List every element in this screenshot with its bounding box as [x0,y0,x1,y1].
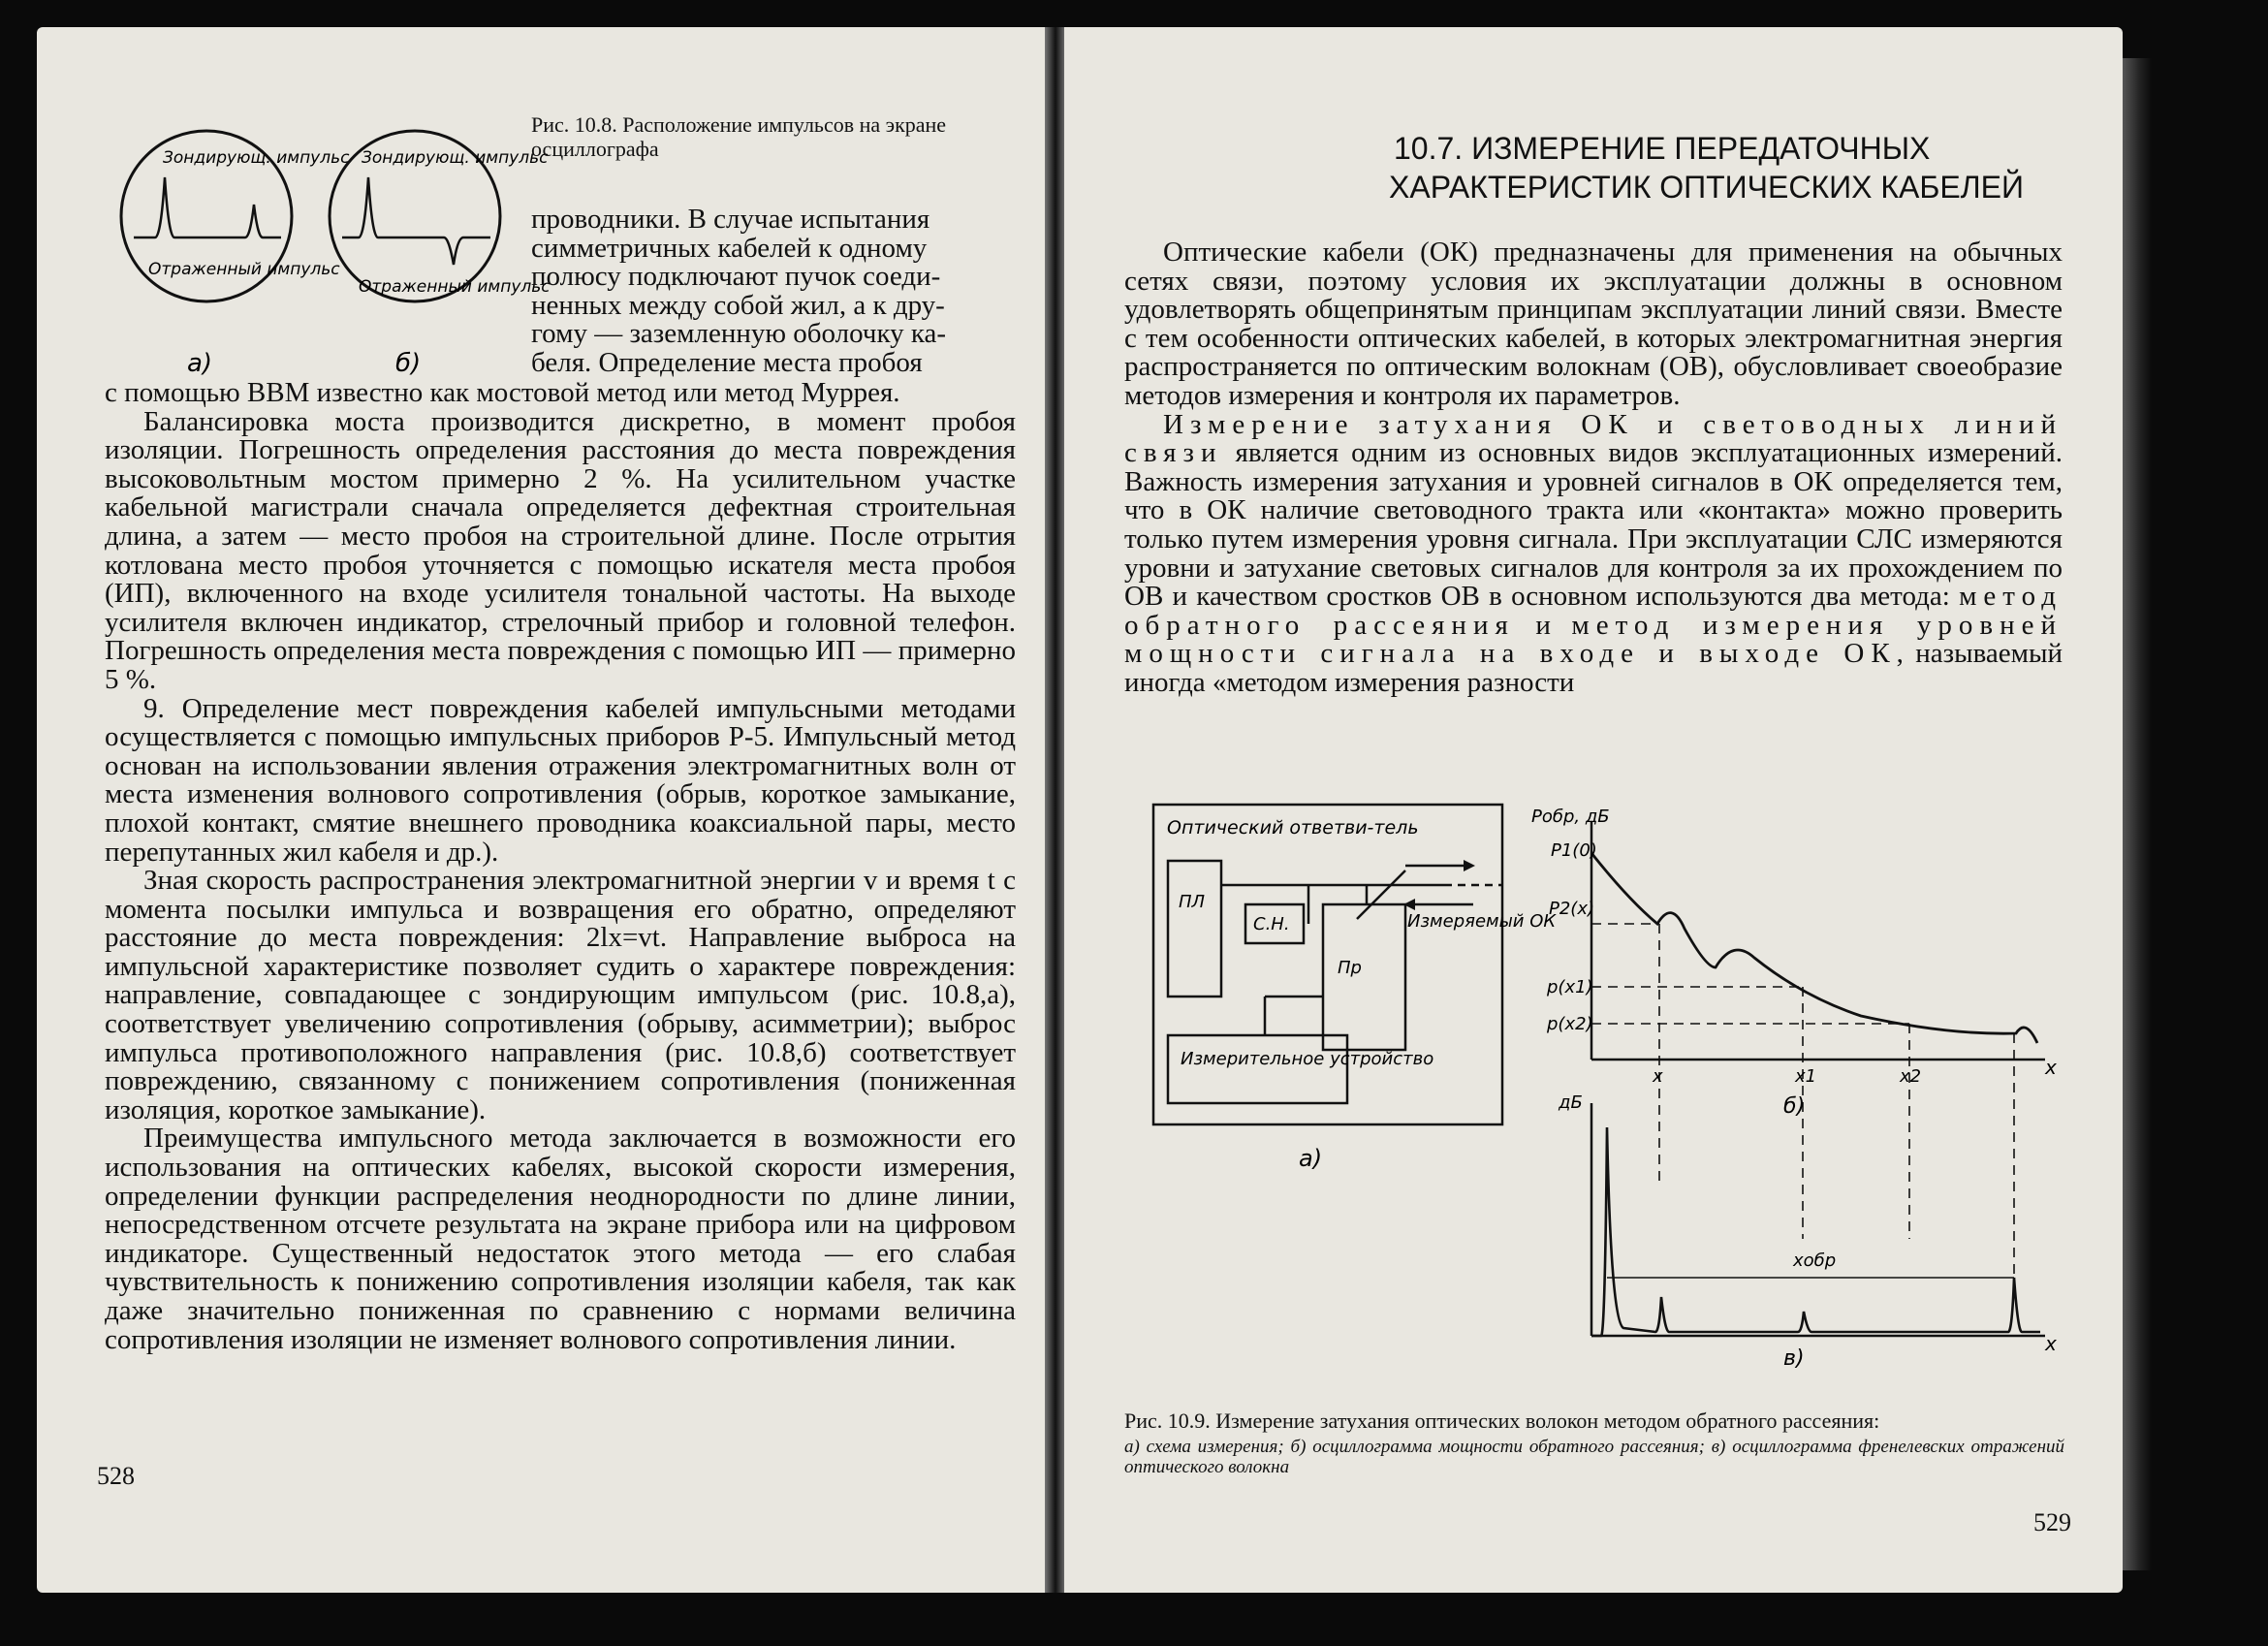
beside-figure-text [531,206,1016,378]
coupler-mirror [1357,870,1405,919]
ytick-label: P2(x) [1549,899,1595,919]
ytick-label: p(x2) [1547,1014,1593,1034]
paragraph: Оптические кабели (ОК) предназначены для применения на обычных сетях связи, поэтому условия их эксплуатации должны в основном удовлетворять общепринятым принципам эксплуатации линий связи. Вместе с тем особенности оптических кабелей, в которых электромагнитная энергия распространяется по оптическим волокнам (ОВ), обусловливает своеобразие методов измерения и контроля их параметров. [1124,237,2063,411]
tag-graph-b: б) [1783,1094,1806,1119]
span-label: xобр [1793,1250,1837,1271]
figure-10-8 [105,119,551,400]
paragraph-part: является одним из основных видов эксплуатационных измерений. Важность измерения затухания и уровней сигналов в ОК определяется тем, что в ОК наличие световодного тракта или «контакта» можно проверить только путем измерения уровня сигнала. При эксплуатации СЛС измеряются уровни и затухание световых сигналов для контроля за их прохождением по ОВ и качеством сростков ОВ в основном используются два метода: [1124,437,2063,613]
caption-legend: а) схема измерения; б) осциллограмма мощности обратного рассеяния; в) осциллограмма френелевских отражений оптического волокна [1124,1437,2064,1477]
trace-a [134,177,281,237]
caption-title: Рис. 10.9. Измерение затухания оптических волокон методом обратного рассеяния: [1124,1409,1880,1433]
paragraph: Балансировка моста производится дискретно, в момент пробоя изоляции. Погрешность определения расстояния до места повреждения высоковольтным мостом примерно 2 %. На усилительном участке кабельной магистрали сначала определяется дефектная строительная длина, а затем — место пробоя на строительной длине. После отрытия котлована место пробоя уточняется с помощью искателя места пробоя (ИП), включенного на входе усилителя тональной частоты. На выходе усилителя включен индикатор, стрелочный прибор и головной телефон. Погрешность определения места повреждения с помощью ИП — примерно 5 %. [105,405,1016,695]
label-probe-b: Зондирующ. импульс [362,148,549,168]
label-meter: Измерительное устройство [1181,1049,1434,1069]
figure-10-8-caption: Рис. 10.8. Расположение импульсов на экране осциллографа [531,112,947,161]
xtick-label: x [1653,1066,1663,1087]
text-line: беля. Определение места пробоя [531,346,923,378]
page-number-right: 529 [2033,1508,2071,1536]
block-pl [1168,861,1221,997]
heading-line-2: ХАРАКТЕРИСТИК ОПТИЧЕСКИХ КАБЕЛЕЙ [1389,170,2024,205]
trace-b [342,177,490,265]
block-meter [1168,1035,1347,1103]
label-sn: С.Н. [1253,914,1290,934]
label-probe-a: Зондирующ. импульс [163,148,350,168]
block-pr [1323,904,1405,1050]
label-reflect-b: Отраженный импульс [359,277,551,297]
figure-10-9-caption [1124,1409,2064,1477]
left-page [37,27,1045,1593]
text-line: ненных между собой жил, а к дру- [531,289,945,321]
section-heading [1122,129,2063,206]
figure-10-9 [1124,793,2074,1375]
paragraph: Зная скорость распространения электромагнитной энергии v и время t с момента посылки импульса и возвращения его обратно, определяют расстояние до места повреждения: 2lx=vt. Направление выброса на импульсной характеристике позволяет судить о характере повреждения: направление, совпадающее с зондирующим импульсом (рис. 10.8,а), соответствует увеличению сопротивления (обрыву, асимметрии); выброс импульса противоположного направления (рис. 10.8,б) соответствует повреждению, связанному с понижением сопротивления (пониженная изоляция, короткое замыкание). [105,865,1016,1125]
paragraph-part: и [1514,609,1572,641]
paragraph [1124,408,2063,698]
ytick-label: p(x1) [1547,977,1593,997]
schematic-frame [1153,805,1502,1124]
ylabel-v: дБ [1559,1092,1583,1113]
paragraph: с помощью ВВМ известно как мостовой метод или метод Муррея. [105,377,900,408]
method-name-1: метод обратного рассеяния [1124,581,2063,641]
label-pl: ПЛ [1179,892,1206,912]
label-reflect-a: Отраженный импульс [148,260,340,279]
ylabel-b: Pобр, дБ [1531,807,1610,827]
text-line: симметричных кабелей к одному [531,232,928,264]
paragraph: Преимущества импульсного метода заключается в возможности его использования на оптических кабелях, высокой скорости измерения, определении функции распределения неоднородности по длине линии, непосредственном отсчете результата на экране прибора или на цифровом индикаторе. Существенный недостаток этого метода — его слабая чувствительность к понижению сопротивления изоляции кабеля, так как даже значительно пониженная по сравнению с нормами величина сопротивления изоляции не изменяет волнового сопротивления линии. [105,1123,1016,1355]
backscatter-curve [1591,853,2037,1043]
method-name-2: метод измерения уровней мощности сигнала на входе и выходе ОК [1124,609,2063,670]
paragraph-part: , называемый иногда «методом измерения разности [1124,638,2063,698]
right-page [1064,27,2123,1593]
label-pr: Пр [1338,958,1362,978]
tag-b: б) [395,349,422,378]
arrow-head [1464,860,1475,871]
left-body-text [105,379,1016,1354]
xtick-label: x2 [1900,1066,1922,1087]
book-spine [1045,27,1064,1593]
tag-schematic: а) [1299,1145,1323,1172]
ytick-label: P1(0) [1551,840,1597,861]
page-number-left: 528 [97,1462,135,1490]
text-line: полюсу подключают пучок соеди- [531,261,941,293]
text-line: гому — заземленную оболочку ка- [531,318,947,350]
paragraph: 9. Определение мест повреждения кабелей импульсными методами осуществляется с помощью импульсных приборов Р-5. Импульсный метод основан на использовании явления отражения электромагнитных волн от места изменения волнового сопротивления (обрыв, короткое замыкание, плохой контакт, смятие внешнего проводника коаксиальной пары, место перепутанных жил кабеля и др.). [105,692,1016,868]
text-line: проводники. В случае испытания [531,204,930,235]
label-measured-fiber: Измеряемый ОК [1407,911,1557,932]
heading-line-1: 10.7. ИЗМЕРЕНИЕ ПЕРЕДАТОЧНЫХ [1394,131,1931,166]
right-body-text [1124,238,2063,698]
xtick-label: x1 [1795,1066,1817,1087]
xlabel-b: x [2045,1056,2057,1079]
tag-a: а) [187,349,213,378]
label-coupler: Оптический ответви-тель [1167,817,1419,839]
xlabel-v: x [2045,1332,2057,1355]
spaced-phrase: Измерение затухания ОК и световодных линий связи [1124,408,2063,469]
tag-graph-v: в) [1783,1346,1805,1371]
page-edge [2123,58,2152,1570]
